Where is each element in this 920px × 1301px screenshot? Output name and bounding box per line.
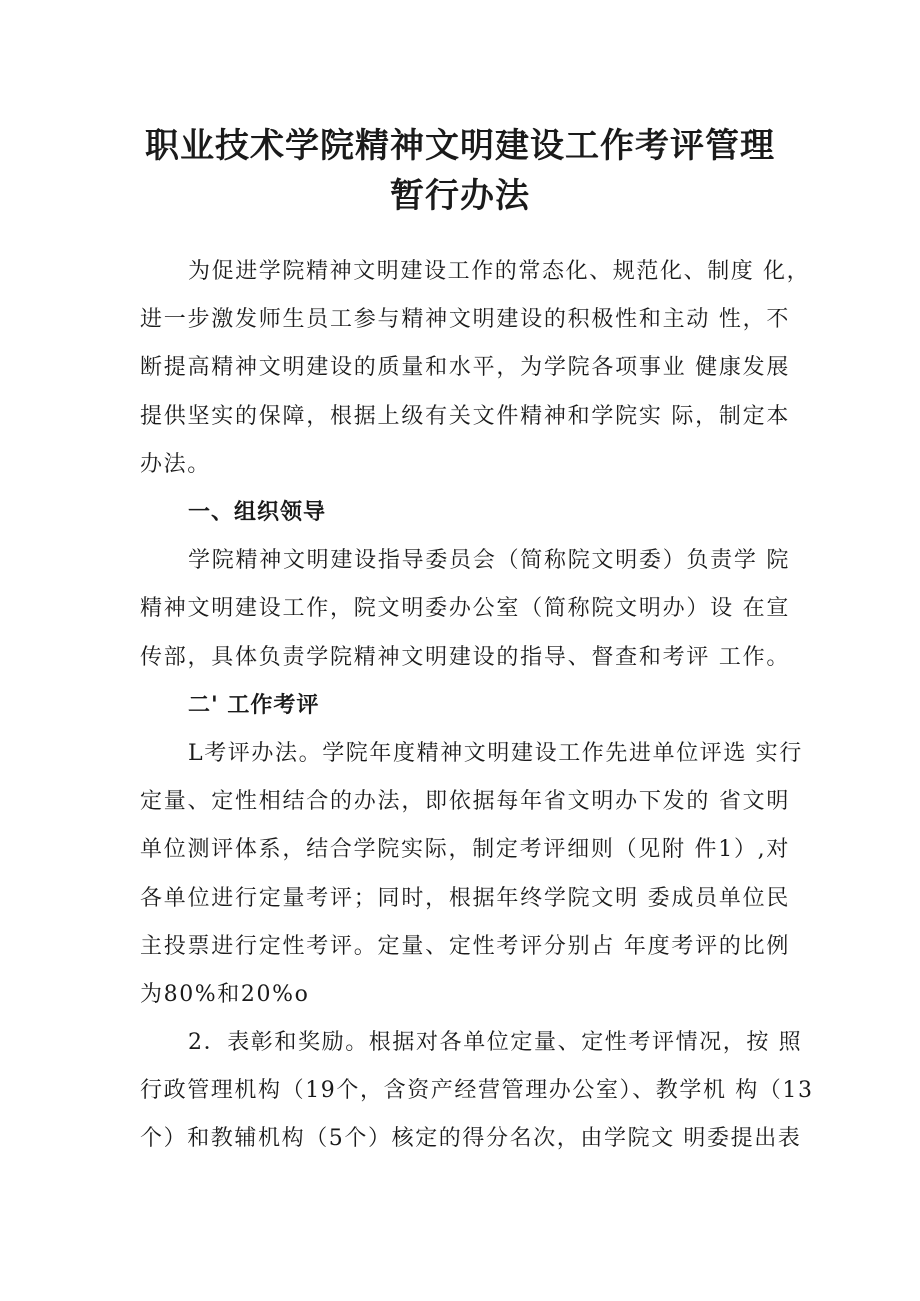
item2-line: 行政管理机构（19个，含资产经营管理办公室）、教学机 构（13 — [140, 1078, 814, 1103]
item2-line: 个）和教辅机构（5个）核定的得分名次，由学院文 明委提出表 — [140, 1126, 802, 1151]
document-title-line-2: 暂行办法 — [390, 176, 530, 216]
item1-line: 定量、定性相结合的办法，即依据每年省文明办下发的 省文明 — [140, 789, 790, 814]
item1-line: L考评办法。学院年度精神文明建设工作先进单位评选 实行 — [188, 741, 803, 766]
section1-line: 传部，具体负责学院精神文明建设的指导、督查和考评 工作。 — [140, 645, 790, 670]
intro-line: 进一步激发师生员工参与精神文明建设的积极性和主动 性，不 — [140, 307, 790, 332]
section-heading-organization: 一、组织领导 — [188, 500, 327, 525]
item1-line: 主投票进行定性考评。定量、定性考评分别占 年度考评的比例 — [140, 934, 790, 959]
intro-line: 为促进学院精神文明建设工作的常态化、规范化、制度 化， — [188, 259, 811, 284]
item1-line: 为80%和20%o — [140, 982, 310, 1007]
section1-line: 学院精神文明建设指导委员会（简称院文明委）负责学 院 — [188, 548, 790, 573]
section-heading-evaluation: 二' 工作考评 — [188, 693, 320, 718]
item1-line: 各单位进行定量考评；同时，根据年终学院文明 委成员单位民 — [140, 886, 790, 911]
intro-line: 提供坚实的保障，根据上级有关文件精神和学院实 际，制定本 — [140, 404, 790, 429]
item1-line: 单位测评体系，结合学院实际，制定考评细则（见附 件1）,对 — [140, 837, 790, 862]
intro-line: 办法。 — [140, 452, 211, 477]
intro-line: 断提高精神文明建设的质量和水平，为学院各项事业 健康发展 — [140, 355, 790, 380]
section1-line: 精神文明建设工作，院文明委办公室（简称院文明办）设 在宣 — [140, 596, 790, 621]
document-title-line-1: 职业技术学院精神文明建设工作考评管理 — [145, 126, 775, 166]
item2-line: 2．表彰和奖励。根据对各单位定量、定性考评情况，按 照 — [188, 1030, 803, 1055]
